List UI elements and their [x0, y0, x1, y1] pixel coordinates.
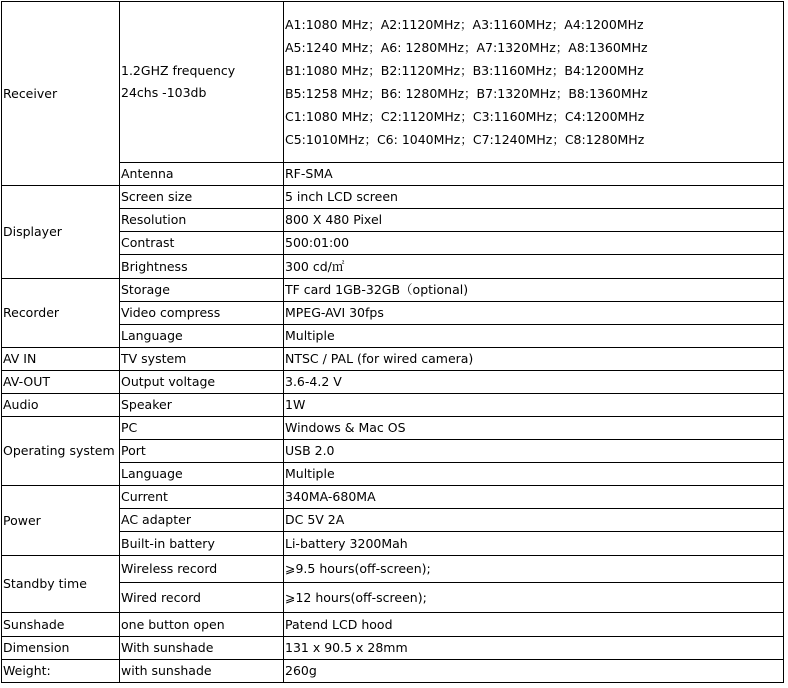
label-cell: Current	[120, 486, 284, 509]
value-cell: TF card 1GB-32GB（optional)	[284, 279, 784, 302]
label-cell: PC	[120, 417, 284, 440]
label-cell: Resolution	[120, 209, 284, 232]
value-cell: Multiple	[284, 463, 784, 486]
frequency-line: C5:1010MHz；C6: 1040MHz；C7:1240MHz；C8:1280MHz	[285, 132, 645, 147]
table-row	[2, 556, 784, 583]
table-row	[2, 394, 784, 417]
frequency-list	[284, 2, 784, 163]
value-cell: RF-SMA	[284, 163, 784, 186]
label-cell: Port	[120, 440, 284, 463]
receiver-spec-cell	[120, 2, 284, 163]
category-cell: Power	[2, 486, 120, 556]
table-row	[2, 417, 784, 440]
value-cell: 1W	[284, 394, 784, 417]
table-row	[2, 463, 784, 486]
spec-table	[1, 1, 784, 683]
category-cell: Operating system	[2, 417, 120, 486]
category-cell: AV IN	[2, 348, 120, 371]
value-cell: Li-battery 3200Mah	[284, 532, 784, 556]
table-row	[2, 325, 784, 348]
table-row	[2, 371, 784, 394]
table-row	[2, 232, 784, 255]
label-cell: Speaker	[120, 394, 284, 417]
label-cell: Contrast	[120, 232, 284, 255]
category-cell: Standby time	[2, 556, 120, 613]
label-cell: Built-in battery	[120, 532, 284, 556]
table-row	[2, 302, 784, 325]
value-cell: MPEG-AVI 30fps	[284, 302, 784, 325]
value-cell: 260g	[284, 660, 784, 683]
category-cell: Dimension	[2, 637, 120, 660]
category-cell: Sunshade	[2, 613, 120, 637]
value-cell: 3.6-4.2 V	[284, 371, 784, 394]
value-cell: ⩾12 hours(off-screen);	[284, 583, 784, 613]
label-cell: one button open	[120, 613, 284, 637]
receiver-channels: 24chs -103db	[121, 85, 207, 100]
value-cell: DC 5V 2A	[284, 509, 784, 532]
category-cell: AV-OUT	[2, 371, 120, 394]
label-cell: Antenna	[120, 163, 284, 186]
table-row	[2, 163, 784, 186]
value-cell: 800 X 480 Pixel	[284, 209, 784, 232]
category-cell: Receiver	[2, 2, 120, 186]
table-row	[2, 532, 784, 556]
label-cell: Language	[120, 325, 284, 348]
value-cell: Windows & Mac OS	[284, 417, 784, 440]
table-row	[2, 279, 784, 302]
value-cell: 500:01:00	[284, 232, 784, 255]
table-row	[2, 2, 784, 163]
value-cell: 5 inch LCD screen	[284, 186, 784, 209]
label-cell: Output voltage	[120, 371, 284, 394]
value-cell: NTSC / PAL (for wired camera)	[284, 348, 784, 371]
table-row	[2, 637, 784, 660]
label-cell: with sunshade	[120, 660, 284, 683]
value-cell: ⩾9.5 hours(off-screen);	[284, 556, 784, 583]
table-row	[2, 660, 784, 683]
frequency-line: A1:1080 MHz；A2:1120MHz；A3:1160MHz；A4:1200MHz	[285, 17, 644, 32]
category-cell: Recorder	[2, 279, 120, 348]
table-row	[2, 509, 784, 532]
table-row	[2, 613, 784, 637]
value-cell: 131 x 90.5 x 28mm	[284, 637, 784, 660]
label-cell: Wired record	[120, 583, 284, 613]
table-row	[2, 583, 784, 613]
frequency-line: C1:1080 MHz；C2:1120MHz；C3:1160MHz；C4:1200MHz	[285, 109, 645, 124]
label-cell: Brightness	[120, 255, 284, 279]
receiver-frequency: 1.2GHZ frequency	[121, 63, 236, 78]
table-row	[2, 348, 784, 371]
label-cell: Screen size	[120, 186, 284, 209]
label-cell: AC adapter	[120, 509, 284, 532]
category-cell: Audio	[2, 394, 120, 417]
label-cell: Language	[120, 463, 284, 486]
table-row	[2, 186, 784, 209]
frequency-line: A5:1240 MHz；A6: 1280MHz；A7:1320MHz；A8:1360MHz	[285, 40, 648, 55]
value-cell: 300 cd/㎡	[284, 255, 784, 279]
category-cell: Displayer	[2, 186, 120, 279]
label-cell: Video compress	[120, 302, 284, 325]
table-row	[2, 209, 784, 232]
value-cell: Multiple	[284, 325, 784, 348]
label-cell: Wireless record	[120, 556, 284, 583]
frequency-line: B1:1080 MHz；B2:1120MHz；B3:1160MHz；B4:1200MHz	[285, 63, 644, 78]
frequency-line: B5:1258 MHz；B6: 1280MHz；B7:1320MHz；B8:1360MHz	[285, 86, 648, 101]
table-row	[2, 440, 784, 463]
category-cell: Weight:	[2, 660, 120, 683]
value-cell: USB 2.0	[284, 440, 784, 463]
value-cell: 340MA-680MA	[284, 486, 784, 509]
table-row	[2, 255, 784, 279]
label-cell: With sunshade	[120, 637, 284, 660]
value-cell: Patend LCD hood	[284, 613, 784, 637]
table-row	[2, 486, 784, 509]
label-cell: Storage	[120, 279, 284, 302]
label-cell: TV system	[120, 348, 284, 371]
